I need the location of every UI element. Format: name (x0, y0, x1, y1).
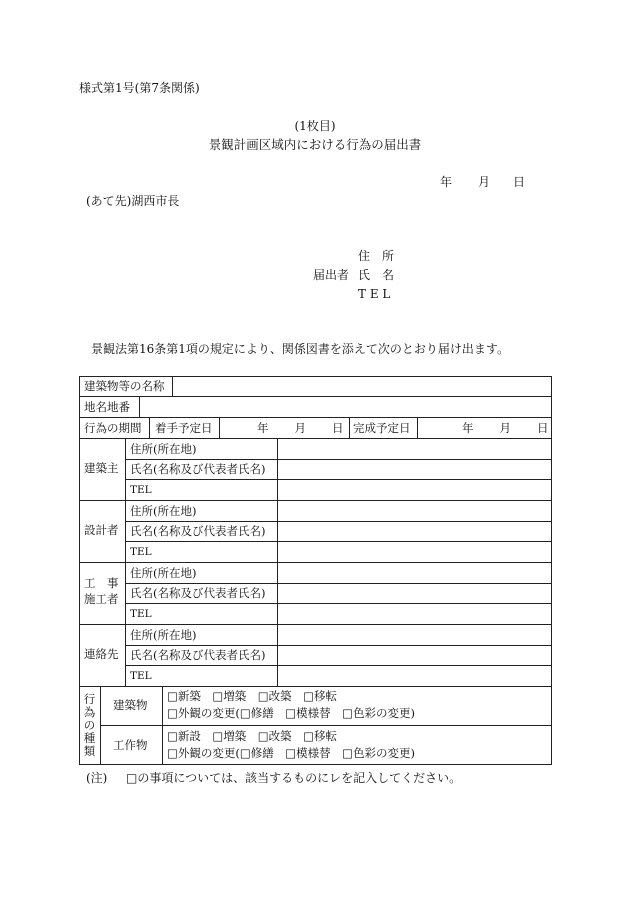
designer-address-field[interactable] (279, 501, 549, 520)
start-month-unit: 月 (294, 421, 306, 435)
contact-address-label: 住所(所在地) (130, 628, 197, 642)
designer-label: 設計者 (84, 523, 119, 537)
contact-label: 連絡先 (84, 647, 119, 661)
structure-type-options-row1[interactable]: □新設 □増築 □改築 □移転 (167, 729, 337, 743)
contact-tel-field[interactable] (279, 666, 549, 685)
start-date-label: 着手予定日 (155, 421, 213, 435)
owner-name-label: 氏名(名称及び代表者氏名) (130, 462, 266, 476)
intro-text: 景観法第16条第1項の規定により、関係図書を添えて次のとおり届け出ます。 (91, 342, 509, 356)
contractor-address-field[interactable] (279, 563, 549, 582)
lot-number-field[interactable] (142, 398, 549, 416)
end-year-unit: 年 (462, 421, 474, 435)
page-title: 景観計画区域内における行為の届出書 (208, 137, 422, 152)
designer-name-field[interactable] (279, 522, 549, 540)
designer-name-label: 氏名(名称及び代表者氏名) (130, 524, 266, 538)
designer-address-label: 住所(所在地) (130, 504, 197, 518)
building-type-label: 建築物 (113, 698, 148, 712)
contractor-tel-label: TEL (130, 608, 152, 620)
notification-form-table (79, 376, 552, 765)
contractor-name-label: 氏名(名称及び代表者氏名) (130, 586, 266, 600)
applicant-name-label: 氏 名 (358, 268, 395, 282)
applicant-tel-label: T E L (358, 287, 391, 301)
contractor-label-line1: 工 事 (84, 576, 119, 590)
sheet-label: (1枚目) (294, 119, 336, 133)
building-name-field[interactable] (175, 377, 549, 395)
owner-label: 建築主 (84, 461, 119, 475)
applicant-address-label: 住 所 (358, 249, 395, 263)
contractor-address-label: 住所(所在地) (130, 566, 197, 580)
contact-name-field[interactable] (279, 646, 549, 664)
note-text: □の事項については、該当するものにレを記入してください。 (126, 771, 462, 785)
period-label: 行為の期間 (84, 421, 142, 435)
designer-tel-label: TEL (130, 546, 152, 558)
end-date-field[interactable] (462, 422, 549, 435)
building-type-options-row1[interactable]: □新築 □増築 □改築 □移転 (167, 689, 337, 703)
end-date-label: 完成予定日 (353, 421, 411, 435)
owner-address-label: 住所(所在地) (130, 442, 197, 456)
contact-tel-label: TEL (130, 670, 152, 682)
end-day-unit: 日 (537, 421, 549, 435)
contact-address-field[interactable] (279, 625, 549, 644)
building-type-options-row2[interactable]: □外観の変更(□修繕 □模様替 □色彩の変更) (167, 706, 415, 720)
date-year-label: 年 (440, 175, 453, 189)
structure-type-options-row2[interactable]: □外観の変更(□修繕 □模様替 □色彩の変更) (167, 746, 415, 760)
building-name-label: 建築物等の名称 (84, 379, 165, 393)
owner-tel-field[interactable] (279, 480, 549, 499)
contractor-name-field[interactable] (279, 584, 549, 602)
structure-type-label: 工作物 (113, 738, 148, 752)
applicant-label: 届出者 (313, 268, 350, 282)
lot-number-label: 地名地番 (84, 400, 130, 414)
note-label: (注) (86, 771, 108, 785)
owner-tel-label: TEL (130, 484, 152, 496)
end-month-unit: 月 (499, 421, 511, 435)
contractor-label-line2: 施工者 (84, 592, 119, 606)
start-year-unit: 年 (257, 421, 269, 435)
date-month-label: 月 (478, 175, 491, 189)
act-type-label: 行為の種類 (83, 692, 96, 758)
owner-name-field[interactable] (279, 460, 549, 478)
addressee: (あて先)湖西市長 (86, 194, 180, 208)
form-number: 様式第1号(第7条関係) (79, 81, 200, 95)
contact-name-label: 氏名(名称及び代表者氏名) (130, 648, 266, 662)
designer-tel-field[interactable] (279, 542, 549, 561)
contractor-tel-field[interactable] (279, 604, 549, 623)
date-day-label: 日 (513, 175, 526, 189)
owner-address-field[interactable] (279, 439, 549, 458)
start-day-unit: 日 (332, 421, 344, 435)
start-date-field[interactable] (257, 422, 344, 435)
